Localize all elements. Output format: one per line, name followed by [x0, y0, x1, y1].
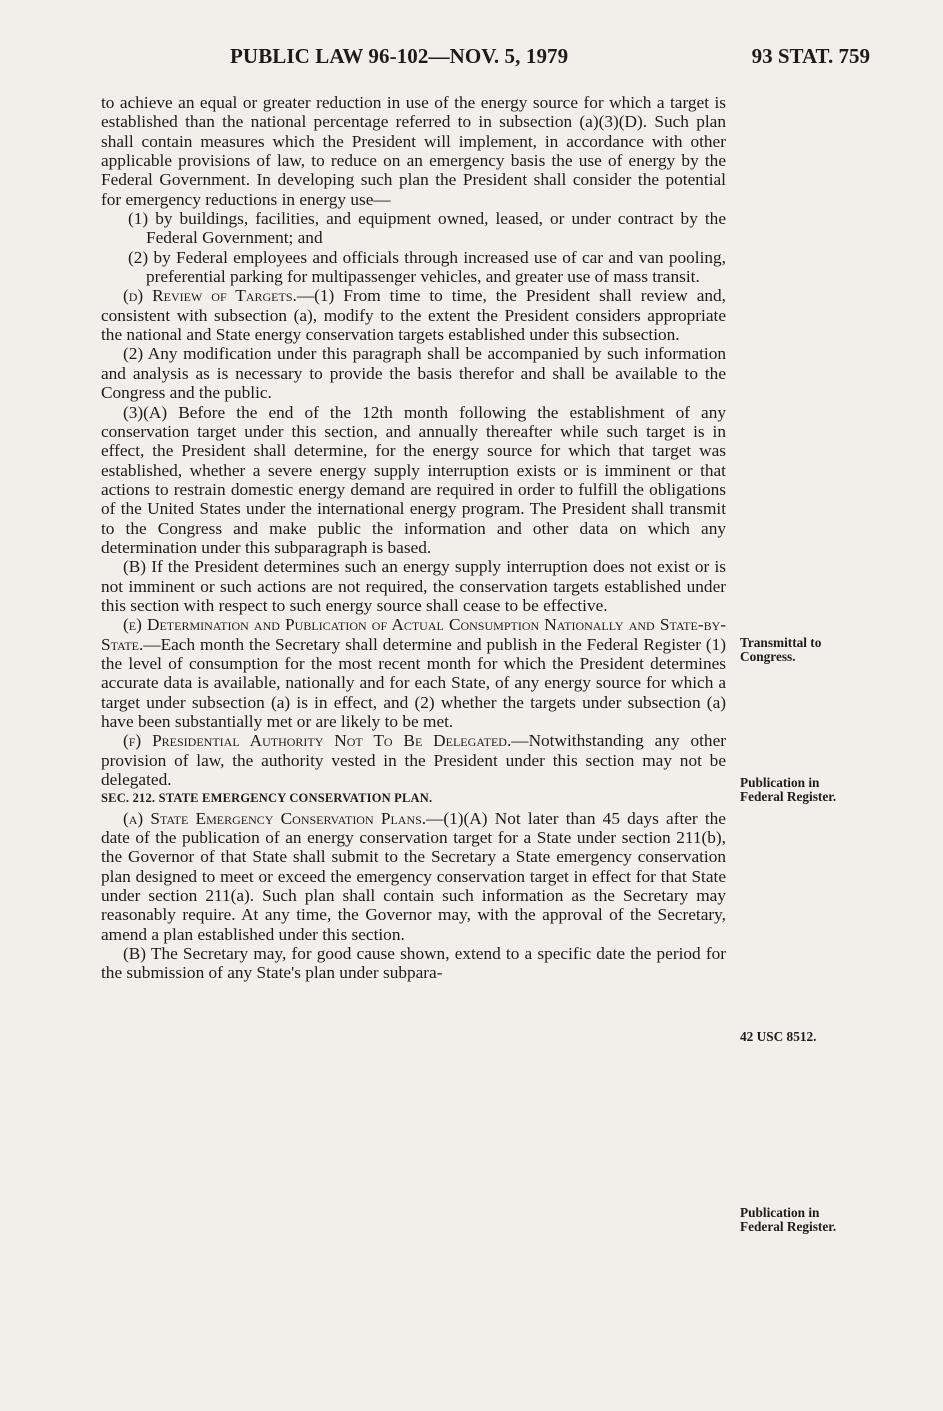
margin-note-publication-2: Publication in Federal Register.	[740, 1205, 837, 1234]
header-title: PUBLIC LAW 96-102—NOV. 5, 1979	[230, 44, 569, 68]
section-heading: (f) Presidential Authority Not To Be Delegated.	[123, 731, 512, 751]
list-item: (1) by buildings, facilities, and equipment owned, leased, or under contract by the Federal Government; and	[128, 209, 726, 248]
paragraph-text: —Notwithstanding any other provision of law, the authority vested in the President under this section may not be delegated.	[101, 731, 726, 790]
paragraph: (B) The Secretary may, for good cause shown, extend to a specific date the period for the submission of any State's plan under subpara-	[101, 944, 726, 983]
margin-note-usc: 42 USC 8512.	[740, 1029, 817, 1044]
paragraph-e	[101, 615, 726, 731]
section-heading: (a) State Emergency Conservation Plans.	[123, 808, 427, 828]
paragraph-text: —(1) From time to time, the President shall review and, consistent with subsection (a), modify to the extent the President considers appropriate the national and State energy conservation targets established under this subsection.	[101, 286, 727, 345]
paragraph-d	[101, 286, 726, 344]
paragraph: (3)(A) Before the end of the 12th month following the establishment of any conservation target under this section, and annually thereafter while such target is in effect, the President shall determine, for the energy source for which that target was established, whether a severe energy supply interruption exists or is imminent or that actions to restrain domestic energy demand are required in order to fulfill the obligations of the United States under the international energy program. The President shall transmit to the Congress and make public the information and other data on which any determination under this subparagraph is based.	[101, 402, 726, 557]
paragraph: (2) Any modification under this paragraph shall be accompanied by such information and analysis as is necessary to provide the basis therefor and shall be available to the Congress and the public.	[101, 344, 726, 403]
list-item: (2) by Federal employees and officials through increased use of car and van pooling, preferential parking for multipassenger vehicles, and greater use of mass transit.	[128, 247, 726, 287]
body-text	[101, 93, 726, 983]
paragraph-text: —Each month the Secretary shall determine and publish in the Federal Register (1) the level of consumption for the most recent month for which the President determines accurate data is available, nationally and for each State, of any energy source for which a target under subsection (a) is in effect, and (2) whether the targets under subsection (a) have been substantially met or are likely to be met.	[101, 634, 726, 731]
header-stat: 93 STAT. 759	[751, 44, 870, 68]
paragraph-f	[101, 731, 726, 789]
section-heading: (e) Determination and Publication of Actual Consumption Nationally and State-by-State.	[101, 615, 726, 654]
paragraph: (B) If the President determines such an energy supply interruption does not exist or is not imminent or such actions are not required, the conservation targets established under this section with respect to such energy source shall cease to be effective.	[101, 557, 726, 615]
margin-note-publication: Publication in Federal Register.	[740, 775, 837, 804]
section-heading: (d) Review of Targets.	[123, 286, 297, 306]
margin-note-transmittal: Transmittal to Congress.	[740, 635, 822, 664]
page-header	[100, 44, 870, 74]
paragraph-a	[101, 809, 726, 944]
paragraph: to achieve an equal or greater reduction in use of the energy source for which a target is established than the national percentage referred to in subsection (a)(3)(D). Such plan shall contain measures which the President will implement, in accordance with other applicable provisions of law, to reduce on an emergency basis the use of energy by the Federal Government. In developing such plan the President shall consider the potential for emergency reductions in energy use—	[101, 93, 726, 209]
section-title: SEC. 212. STATE EMERGENCY CONSERVATION PLAN.	[101, 791, 433, 806]
paragraph-text: —(1)(A) Not later than 45 days after the date of the publication of an energy conservation target for a State under section 211(b), the Governor of that State shall submit to the Secretary a State emergency conservation plan designed to meet or exceed the emergency conservation target in effect for that State under section 211(a). Such plan shall contain such information as the Secretary may reasonably require. At any time, the Governor may, with the approval of the Secretary, amend a plan established under this section.	[101, 808, 726, 944]
